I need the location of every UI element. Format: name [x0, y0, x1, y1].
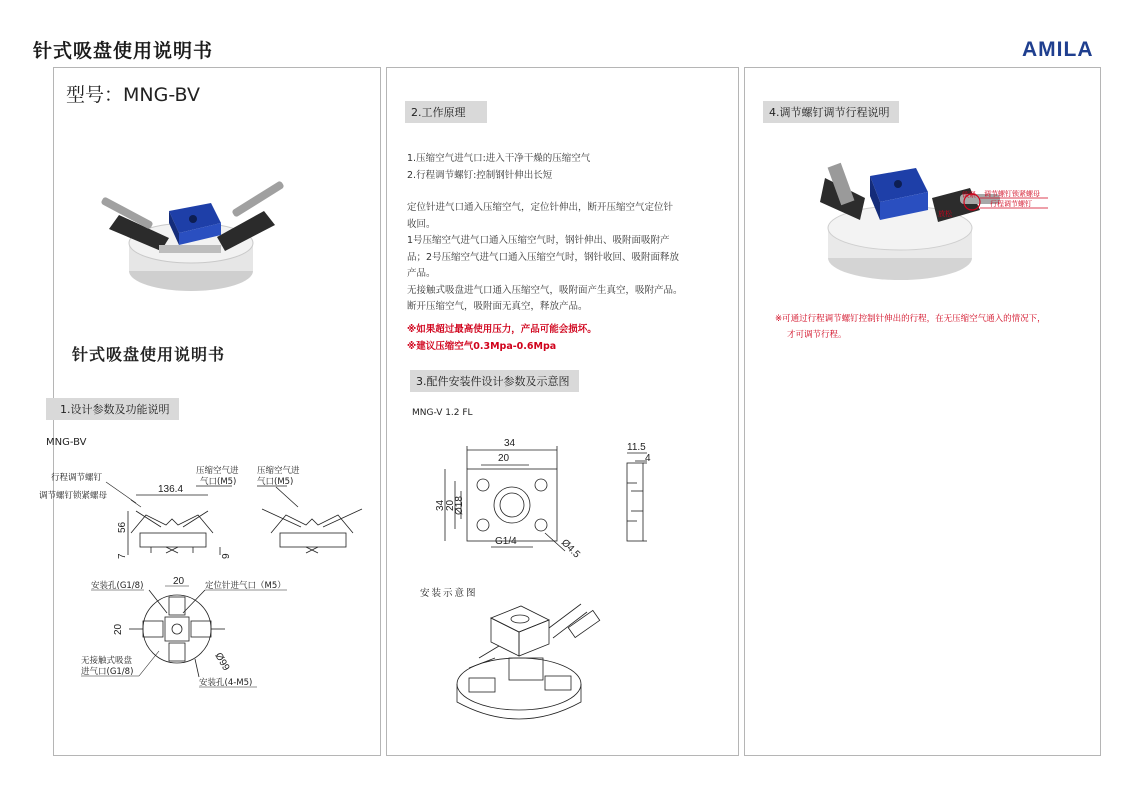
- panel-principle: [386, 67, 739, 756]
- principle-line-3: 1号压缩空气进气口通入压缩空气时，钢针伸出、吸附面吸附产: [407, 235, 670, 246]
- label-locate-pin-air: 定位针进气口（M5）: [205, 581, 286, 591]
- working-principle-text: [407, 200, 727, 316]
- mounting-plate-drawing: [427, 433, 687, 563]
- panel-overview: [39, 67, 381, 756]
- dim-4: 4: [645, 453, 651, 464]
- model-number: 型号：MNG-BV: [66, 84, 200, 106]
- callout-release: 放松: [938, 210, 952, 218]
- label-mount-hole-g18: 安装孔(G1/8): [91, 581, 144, 591]
- dim-18-dia: Ø18: [454, 496, 465, 515]
- section-2-title: 2.工作原理: [411, 106, 466, 119]
- section-3-title: 3.配件安装件设计参数及示意图: [416, 375, 570, 388]
- dim-width: 136.4: [158, 484, 184, 495]
- dim-20-top: 20: [173, 576, 185, 587]
- label-stroke-screw: 行程调节螺钉: [51, 473, 103, 483]
- dim-7: 7: [117, 553, 128, 559]
- dim-45-dia: Ø4.5: [558, 537, 582, 561]
- dim-20-left: 20: [113, 623, 124, 635]
- brand-logo: AMILA: [1022, 38, 1094, 61]
- label-noncontact-inlet-1: 无接触式吸盘: [81, 656, 133, 666]
- dim-diameter: Ø99: [212, 651, 232, 673]
- side-view-drawing: [36, 463, 376, 563]
- dim-height: 56: [117, 521, 128, 533]
- adjust-note: [775, 311, 1046, 343]
- label-air-inlet-1: 压缩空气进: [196, 466, 239, 476]
- adjust-note-line-2: 才可调节行程。: [787, 330, 847, 340]
- dim-34-left: 34: [435, 499, 446, 511]
- warning-recommended: ※建议压缩空气0.3Mpa-0.6Mpa: [407, 340, 557, 352]
- stroke-adjust-photo: [820, 158, 1060, 288]
- callout-lock: 锁紧: [962, 191, 976, 199]
- principle-line-5: 产品。: [407, 268, 436, 279]
- label-air-inlet-2: 压缩空气进: [257, 466, 300, 476]
- adjust-note-line-1: ※可通过行程调节螺钉控制针伸出的行程，在无压缩空气通入的情况下，: [775, 314, 1046, 324]
- dim-20-left: 20: [445, 499, 456, 511]
- section-2-tag: [405, 101, 487, 123]
- callout-stroke-screw: 行程调节螺钉: [990, 200, 1032, 208]
- principle-line-7: 断开压缩空气，吸附面无真空，释放产品。: [407, 301, 588, 312]
- dim-20-top: 20: [498, 453, 510, 464]
- section-1-title: 1.设计参数及功能说明: [60, 403, 170, 416]
- callout-lock-nut: 调节螺钉锁紧螺母: [984, 190, 1040, 198]
- label-lock-nut: 调节螺钉锁紧螺母: [39, 491, 108, 501]
- warning-pressure: ※如果超过最高使用压力，产品可能会损坏。: [407, 324, 597, 335]
- top-view-drawing: [69, 573, 309, 688]
- principle-line-4: 品；2号压缩空气进气口通入压缩空气时，钢针收回、吸附面释放: [407, 251, 680, 263]
- document-title: 针式吸盘使用说明书: [33, 40, 214, 62]
- section-4-tag: [763, 101, 899, 123]
- section-1-tag: [46, 398, 179, 420]
- install-caption: 安装示意图: [420, 588, 478, 599]
- dim-34-top: 34: [504, 438, 516, 449]
- label-air-inlet-1b: 气口(M5): [200, 477, 237, 487]
- manual-subtitle: 针式吸盘使用说明书: [72, 345, 226, 364]
- label-air-inlet-2b: 气口(M5): [257, 477, 294, 487]
- principle-line-2: 收回。: [407, 218, 436, 230]
- installation-sketch: [449, 598, 619, 728]
- inlet-descriptions: [407, 151, 590, 184]
- drawing-model: MNG-BV: [46, 437, 87, 448]
- warnings: [407, 322, 597, 355]
- section-4-title: 4.调节螺钉调节行程说明: [769, 106, 890, 119]
- label-mount-hole-m5: 安装孔(4-M5): [199, 678, 253, 688]
- label-noncontact-inlet-2: 进气口(G1/8): [81, 667, 134, 677]
- dim-g14: G1/4: [495, 536, 517, 547]
- principle-line-1: 定位针进气口通入压缩空气，定位针伸出，断开压缩空气定位针: [407, 202, 674, 213]
- part-model: MNG-V 1.2 FL: [412, 408, 473, 418]
- panel-stroke-adjust: [744, 67, 1101, 756]
- dim-9: 9: [221, 553, 232, 559]
- product-photo: [99, 163, 289, 298]
- inlet-line-1: 1.压缩空气进气口:进入干净干燥的压缩空气: [407, 153, 591, 164]
- inlet-line-2: 2.行程调节螺钉:控制钢针伸出长短: [407, 169, 553, 181]
- principle-line-6: 无接触式吸盘进气口通入压缩空气，吸附面产生真空，吸附产品。: [407, 284, 683, 296]
- dim-11-5: 11.5: [627, 442, 646, 453]
- section-3-tag: [410, 370, 579, 392]
